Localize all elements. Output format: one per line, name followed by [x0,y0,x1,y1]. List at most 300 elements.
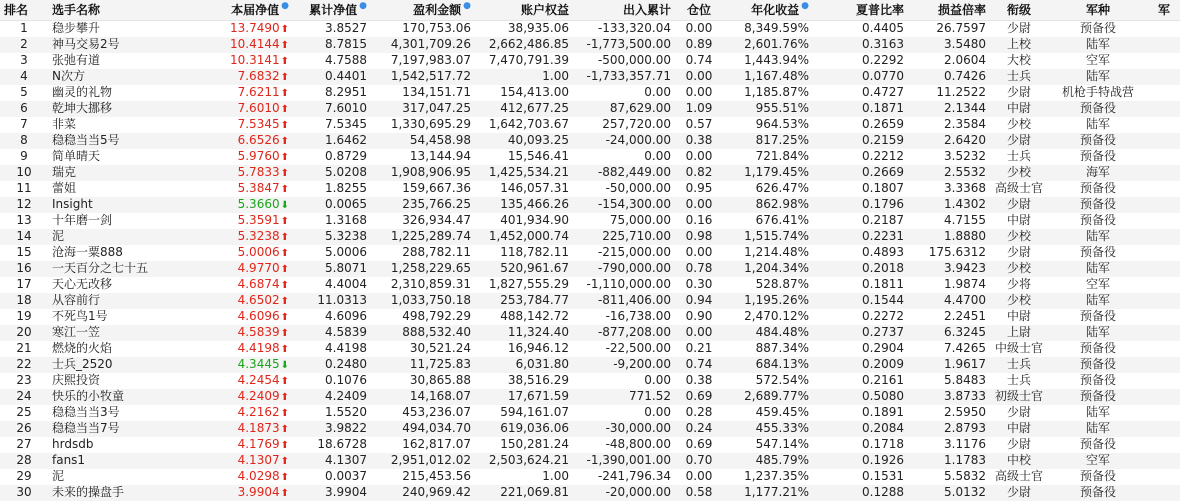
military-branch: 陆军 [1085,325,1110,339]
nav-cell [213,101,293,117]
player-name[interactable]: 蕾姐 [52,181,77,195]
profit-amount: 288,782.11 [402,245,471,259]
player-name[interactable]: hrdsdb [52,437,94,451]
profit-loss-ratio: 5.0132 [944,485,986,499]
overflow-cell [1148,53,1180,69]
table-row[interactable] [0,341,1180,357]
nav-cell [213,53,293,69]
nav-cell [213,325,293,341]
nav-value: 5.0006 [237,244,280,259]
annual-return: 455.33% [755,421,809,435]
table-row[interactable] [0,85,1180,101]
account-equity: 6,031.80 [515,357,569,371]
header-cum-nav-label: 累计净值 [309,3,358,18]
table-row[interactable] [0,149,1180,165]
table-row[interactable] [0,261,1180,277]
inout-total: 0.00 [644,405,671,419]
player-name[interactable]: 燃烧的火焰 [52,341,113,355]
position-ratio: 0.38 [685,133,713,147]
header-inout[interactable] [573,0,675,20]
annual-return: 1,179.45% [744,165,809,179]
table-row[interactable] [0,405,1180,421]
arrow-up-icon: ⬆ [280,215,289,227]
header-annual[interactable] [723,0,813,20]
rank-cell: 23 [16,373,32,387]
overflow-cell [1148,245,1180,261]
military-branch: 预备役 [1079,21,1116,35]
arrow-down-icon: ⬇ [280,199,289,211]
table-row[interactable] [0,101,1180,117]
position-ratio: 0.69 [685,437,713,451]
military-rank: 少尉 [1006,485,1031,499]
military-rank: 中尉 [1006,421,1031,435]
table-row[interactable] [0,325,1180,341]
player-name[interactable]: 不死鸟1号 [52,309,108,323]
annual-return: 626.47% [755,181,809,195]
profit-amount: 453,236.07 [402,405,471,419]
player-name[interactable]: 庆熙投资 [52,373,101,387]
overflow-cell [1148,469,1180,485]
table-row[interactable] [0,37,1180,53]
profit-amount: 1,225,289.74 [390,229,471,243]
sharpe-ratio: 0.2231 [862,229,904,243]
profit-loss-ratio: 2.8793 [944,421,986,435]
position-ratio: 0.00 [685,469,713,483]
nav-value: 3.9904 [237,484,280,499]
player-name[interactable]: 快乐的小牧童 [52,389,125,403]
nav-value: 6.6526 [237,132,280,147]
account-equity: 15,546.41 [507,149,569,163]
annual-return: 1,167.48% [744,69,809,83]
military-rank: 少尉 [1006,133,1031,147]
profit-loss-ratio: 175.6312 [928,245,986,259]
profit-amount: 1,033,750.18 [390,293,471,307]
arrow-up-icon: ⬆ [280,55,289,67]
inout-total: -16,738.00 [605,309,671,323]
player-name[interactable]: 泥 [52,469,65,483]
nav-value: 5.3238 [237,228,280,243]
table-row[interactable] [0,117,1180,133]
position-ratio: 0.16 [685,213,713,227]
nav-value: 7.6832 [237,68,280,83]
account-equity: 38,935.06 [507,21,569,35]
nav-cell [213,421,293,437]
account-equity: 2,503,624.21 [488,453,569,467]
position-ratio: 0.24 [685,421,713,435]
military-branch: 预备役 [1079,485,1116,499]
nav-value: 4.2409 [237,388,280,403]
annual-return: 684.13% [755,357,809,371]
overflow-cell [1148,133,1180,149]
header-profit[interactable] [371,0,475,20]
table-row[interactable] [0,309,1180,325]
overflow-cell [1148,37,1180,53]
table-row[interactable] [0,213,1180,229]
nav-cell [213,245,293,261]
player-name[interactable]: 瑞克 [52,165,77,179]
table-row[interactable] [0,69,1180,85]
military-rank: 士兵 [1006,69,1031,83]
inout-total: -215,000.00 [597,245,671,259]
sharpe-ratio: 0.3163 [862,37,904,51]
overflow-cell [1148,85,1180,101]
header-cum-nav[interactable] [293,0,371,20]
arrow-up-icon: ⬆ [280,135,289,147]
cumulative-nav: 7.6010 [325,101,367,115]
military-rank: 士兵 [1006,373,1031,387]
table-row[interactable] [0,485,1180,501]
position-ratio: 0.38 [685,373,713,387]
military-branch: 预备役 [1079,341,1116,355]
nav-cell [213,373,293,389]
header-pl-ratio[interactable] [908,0,990,20]
table-row[interactable] [0,165,1180,181]
arrow-up-icon: ⬆ [280,119,289,131]
nav-cell [213,197,293,213]
header-branch[interactable] [1048,0,1148,20]
sharpe-ratio: 0.1807 [862,181,904,195]
player-name[interactable]: 十年磨一剑 [52,213,113,227]
sharpe-ratio: 0.2272 [862,309,904,323]
player-name[interactable]: 非菜 [52,117,77,131]
table-row[interactable] [0,181,1180,197]
player-name[interactable]: 幽灵的礼物 [52,85,113,99]
player-name[interactable]: 天心无改移 [52,277,113,291]
table-row[interactable] [0,20,1180,37]
annual-return: 721.84% [755,149,809,163]
annual-return: 676.41% [755,213,809,227]
overflow-cell [1148,293,1180,309]
inout-total: 257,720.00 [602,117,671,131]
table-row[interactable] [0,277,1180,293]
player-name[interactable]: 简单晴天 [52,149,101,163]
arrow-up-icon: ⬆ [280,375,289,387]
profit-loss-ratio: 1.8880 [944,229,986,243]
header-position[interactable] [675,0,723,20]
military-branch: 预备役 [1079,357,1116,371]
arrow-up-icon: ⬆ [280,487,289,499]
nav-value: 4.3445 [237,356,280,371]
nav-cell [213,261,293,277]
header-sharpe[interactable] [813,0,908,20]
inout-total: -1,733,357.71 [586,69,671,83]
account-equity: 412,677.25 [500,101,569,115]
table-row[interactable] [0,53,1180,69]
account-equity: 1,425,534.21 [488,165,569,179]
overflow-cell [1148,181,1180,197]
player-name[interactable]: 稳步攀升 [52,21,101,35]
nav-value: 5.3591 [237,212,280,227]
account-equity: 221,069.81 [500,485,569,499]
account-equity: 520,961.67 [500,261,569,275]
header-name-label: 选手名称 [52,3,101,18]
inout-total: -48,800.00 [605,437,671,451]
annual-return: 2,470.12% [744,309,809,323]
nav-value: 4.1769 [237,436,280,451]
rank-cell: 3 [20,53,28,67]
player-name[interactable]: 未来的操盘手 [52,485,125,499]
position-ratio: 0.00 [685,69,713,83]
military-rank: 少尉 [1006,21,1031,35]
table-header-row [0,0,1180,20]
header-pl-ratio-label: 损益倍率 [937,3,986,18]
nav-value: 4.0298 [237,468,280,483]
profit-loss-ratio: 1.1783 [944,453,986,467]
military-rank: 高级士官 [994,181,1043,195]
header-rank-title-label: 衔级 [1006,3,1031,18]
profit-loss-ratio: 3.5480 [944,37,986,51]
overflow-cell [1148,309,1180,325]
arrow-up-icon: ⬆ [280,439,289,451]
military-rank: 少校 [1006,117,1031,131]
table-row[interactable] [0,133,1180,149]
military-rank: 上尉 [1006,325,1031,339]
military-branch: 陆军 [1085,117,1110,131]
arrow-up-icon: ⬆ [280,23,289,35]
player-name[interactable]: 神马交易2号 [52,37,120,51]
cumulative-nav: 18.6728 [317,437,367,451]
rank-cell: 20 [16,325,32,339]
rank-cell: 17 [16,277,32,291]
table-row[interactable] [0,421,1180,437]
inout-total: 0.00 [644,149,671,163]
nav-cell [213,293,293,309]
inout-total: 75,000.00 [609,213,671,227]
account-equity: 135,466.26 [500,197,569,211]
arrow-up-icon: ⬆ [280,263,289,275]
account-equity: 146,057.31 [500,181,569,195]
military-branch: 预备役 [1079,149,1116,163]
inout-total: -241,796.34 [597,469,671,483]
military-rank: 少尉 [1006,197,1031,211]
inout-total: -882,449.00 [597,165,671,179]
rank-cell: 22 [16,357,32,371]
annual-return: 1,177.21% [744,485,809,499]
header-sharpe-label: 夏普比率 [855,3,904,18]
military-branch: 机枪手特战营 [1061,85,1134,99]
table-row[interactable] [0,229,1180,245]
arrow-up-icon: ⬆ [280,247,289,259]
profit-amount: 7,197,983.07 [390,53,471,67]
header-equity[interactable] [475,0,573,20]
profit-amount: 11,725.83 [409,357,471,371]
position-ratio: 1.09 [685,101,713,115]
cumulative-nav: 0.0065 [325,197,367,211]
rank-cell: 1 [20,21,28,35]
military-rank: 中尉 [1006,213,1031,227]
annual-return: 1,214.48% [744,245,809,259]
nav-value: 4.6096 [237,308,280,323]
military-branch: 预备役 [1079,373,1116,387]
profit-loss-ratio: 3.5232 [944,149,986,163]
header-extra [1148,0,1180,20]
nav-cell [213,437,293,453]
arrow-up-icon: ⬆ [280,311,289,323]
military-rank: 中校 [1006,453,1031,467]
cumulative-nav: 0.0037 [325,469,367,483]
annual-return: 964.53% [755,117,809,131]
header-annual-label: 年化收益 [751,3,800,18]
position-ratio: 0.58 [685,485,713,499]
inout-total: 0.00 [644,85,671,99]
table-row[interactable] [0,453,1180,469]
annual-return: 817.25% [755,133,809,147]
arrow-up-icon: ⬆ [280,231,289,243]
nav-cell [213,229,293,245]
annual-return: 1,204.34% [744,261,809,275]
player-name[interactable]: 稳稳当当7号 [52,421,120,435]
rank-cell: 21 [16,341,32,355]
position-ratio: 0.00 [685,245,713,259]
player-name[interactable]: fans1 [52,453,86,467]
position-ratio: 0.57 [685,117,713,131]
inout-total: 225,710.00 [602,229,671,243]
player-name[interactable]: 稳稳当当3号 [52,405,120,419]
position-ratio: 0.00 [685,197,713,211]
military-rank: 少尉 [1006,405,1031,419]
inout-total: -50,000.00 [605,181,671,195]
nav-cell [213,389,293,405]
table-row[interactable] [0,357,1180,373]
profit-loss-ratio: 26.7597 [936,21,986,35]
position-ratio: 0.00 [685,149,713,163]
table-row[interactable] [0,437,1180,453]
table-row[interactable] [0,373,1180,389]
position-ratio: 0.00 [685,21,713,35]
overflow-cell [1148,357,1180,373]
nav-cell [213,213,293,229]
inout-total: -877,208.00 [597,325,671,339]
nav-cell [213,485,293,501]
annual-return: 2,689.77% [744,389,809,403]
annual-return: 2,601.76% [744,37,809,51]
military-rank: 少尉 [1006,437,1031,451]
overflow-cell [1148,341,1180,357]
rank-cell: 7 [20,117,28,131]
player-name[interactable]: Insight [52,197,93,211]
nav-cell [213,181,293,197]
nav-value: 7.6010 [237,100,280,115]
profit-loss-ratio: 5.8483 [944,373,986,387]
nav-value: 10.3141 [229,52,280,67]
military-branch: 陆军 [1085,405,1110,419]
cumulative-nav: 8.7815 [325,37,367,51]
table-row[interactable] [0,245,1180,261]
player-name[interactable]: 一天百分之七十五 [52,261,149,275]
header-rank-title[interactable] [990,0,1048,20]
inout-total: -20,000.00 [605,485,671,499]
rank-cell: 6 [20,101,28,115]
position-ratio: 0.78 [685,261,713,275]
rank-cell: 12 [16,197,32,211]
table-row[interactable] [0,293,1180,309]
header-rank[interactable] [0,0,48,20]
military-branch: 陆军 [1085,293,1110,307]
military-rank: 大校 [1006,53,1031,67]
cumulative-nav: 4.6096 [325,309,367,323]
profit-amount: 2,310,859.31 [390,277,471,291]
player-name[interactable]: 乾坤大挪移 [52,101,113,115]
annual-return: 485.79% [755,453,809,467]
military-rank: 少校 [1006,261,1031,275]
player-name[interactable]: 沧海一粟888 [52,245,123,259]
overflow-cell [1148,149,1180,165]
nav-value: 7.6211 [237,84,280,99]
profit-loss-ratio: 3.1176 [944,437,986,451]
header-name[interactable] [48,0,213,20]
position-ratio: 0.74 [685,53,713,67]
rank-cell: 25 [16,405,32,419]
annual-return: 1,515.74% [744,229,809,243]
sharpe-ratio: 0.1718 [862,437,904,451]
military-branch: 预备役 [1079,133,1116,147]
inout-total: -22,500.00 [605,341,671,355]
account-equity: 38,516.29 [507,373,569,387]
table-row[interactable] [0,469,1180,485]
table-row[interactable] [0,389,1180,405]
military-rank: 高级士官 [994,469,1043,483]
player-name[interactable]: 张弛有道 [52,53,101,67]
nav-value: 4.6502 [237,292,280,307]
rank-cell: 15 [16,245,32,259]
cumulative-nav: 5.8071 [325,261,367,275]
rank-cell: 24 [16,389,32,403]
sharpe-ratio: 0.1926 [862,453,904,467]
table-row[interactable] [0,197,1180,213]
nav-value: 4.6874 [237,276,280,291]
nav-value: 4.2454 [237,372,280,387]
header-nav[interactable] [213,0,293,20]
profit-loss-ratio: 0.7426 [944,69,986,83]
position-ratio: 0.28 [685,405,713,419]
cumulative-nav: 3.8527 [325,21,367,35]
player-name[interactable]: 从容前行 [52,293,101,307]
position-ratio: 0.00 [685,325,713,339]
profit-amount: 30,521.24 [409,341,471,355]
profit-amount: 1,542,517.72 [390,69,471,83]
player-name[interactable]: 寒江一笠 [52,325,101,339]
profit-loss-ratio: 2.5950 [944,405,986,419]
overflow-cell [1148,20,1180,37]
rank-cell: 28 [16,453,32,467]
rank-cell: 27 [16,437,32,451]
profit-loss-ratio: 1.9874 [944,277,986,291]
inout-total: -133,320.04 [597,21,671,35]
inout-total: -24,000.00 [605,133,671,147]
profit-loss-ratio: 2.5532 [944,165,986,179]
military-branch: 预备役 [1079,197,1116,211]
arrow-up-icon: ⬆ [280,327,289,339]
arrow-up-icon: ⬆ [280,391,289,403]
player-name[interactable]: 泥 [52,229,65,243]
rank-cell: 29 [16,469,32,483]
nav-cell [213,165,293,181]
profit-amount: 494,034.70 [402,421,471,435]
military-branch: 空军 [1085,453,1110,467]
player-name[interactable]: N次方 [52,69,85,83]
rank-cell: 14 [16,229,32,243]
header-inout-label: 出入累计 [622,3,671,18]
player-name[interactable]: 士兵_2520 [52,357,113,371]
profit-amount: 30,865.88 [409,373,471,387]
player-name[interactable]: 稳稳当当5号 [52,133,120,147]
military-branch: 预备役 [1079,309,1116,323]
rank-cell: 4 [20,69,28,83]
sharpe-ratio: 0.1891 [862,405,904,419]
overflow-cell [1148,437,1180,453]
position-ratio: 0.21 [685,341,713,355]
profit-loss-ratio: 11.2522 [936,85,986,99]
